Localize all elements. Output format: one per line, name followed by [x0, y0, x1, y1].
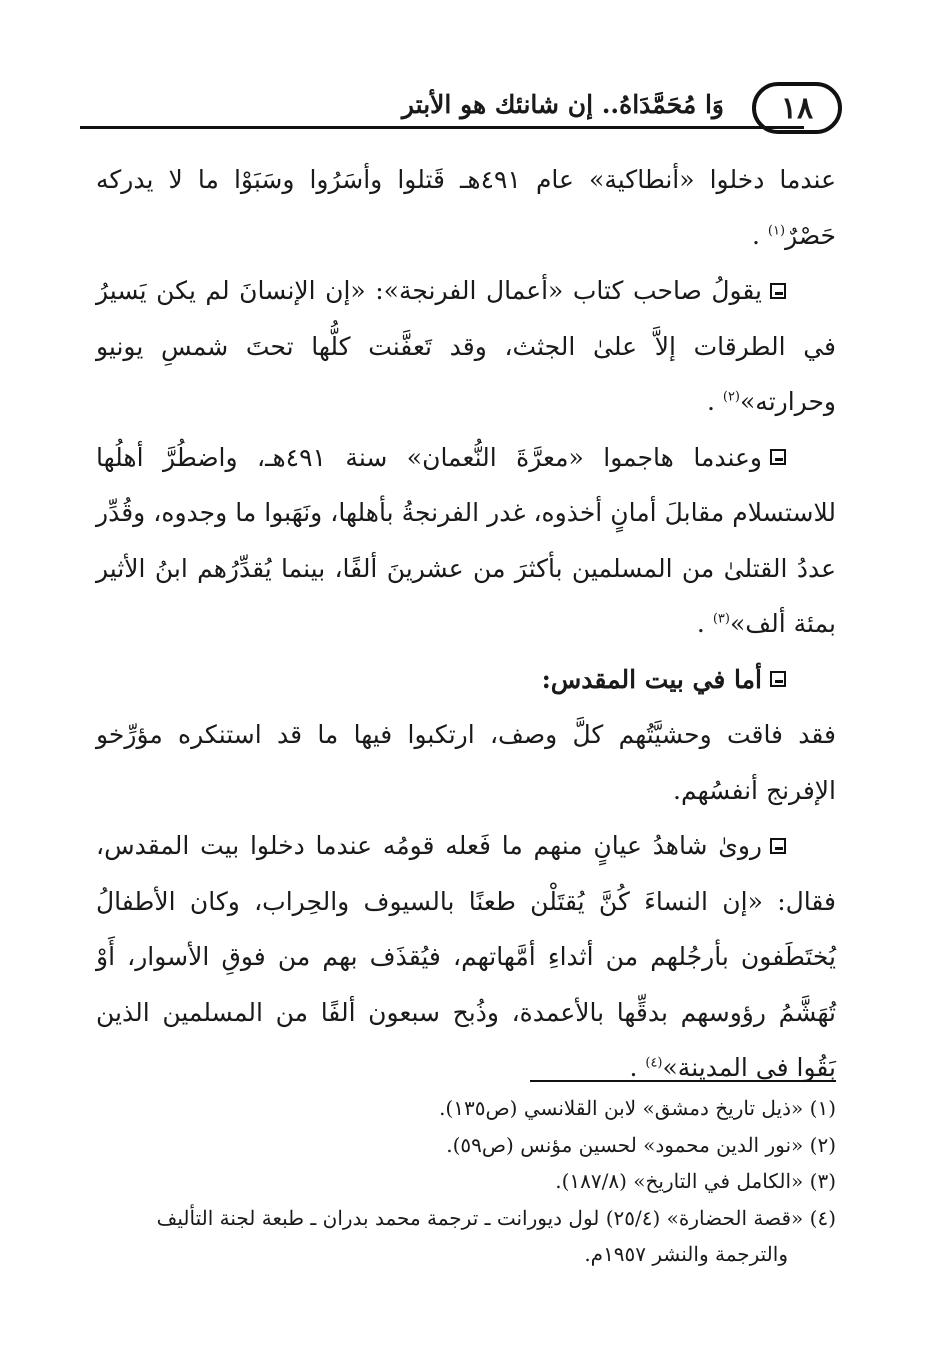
paragraph-marker-icon [770, 283, 786, 299]
paragraph-marker-icon [770, 838, 786, 854]
footnote-2 [92, 1127, 836, 1164]
paragraph-brutality [96, 707, 836, 818]
footnote-4 [92, 1200, 836, 1237]
paragraph-text: روىٰ شاهدُ عيانٍ منهم ما فَعله قومُه عندما دخلوا بيت المقدس، فقال: «إن النساءَ كُنَّ يُقتَلْن طعنًا بالسيوف والحِراب، وكان الأطفالُ يُختَطَفون بأرجُلهم من أثداءِ أمَّهاتهم، فيُقذَف بهم من فوقِ الأسوار، أَوْ تُهَشَّمُ رؤوسهم بدقِّها بالأعمدة، وذُبح سبعون ألفًا من المسلمين الذين بَقُوا في المدينة» [96, 831, 836, 1082]
footnote-4-continuation: والترجمة والنشر ١٩٥٧م. [584, 1242, 788, 1266]
footnote-ref: (٤) [645, 1055, 663, 1071]
section-heading-jerusalem [96, 652, 836, 708]
paragraph-end: . [752, 220, 768, 250]
footnote-ref: (١) [767, 223, 786, 239]
paragraph-maarat [96, 430, 836, 652]
paragraph-text: فقد فاقت وحشيَّتُهم كلَّ وصف، ارتكبوا فيها ما قد استنكره مؤرِّخو الإفرنج أنفسُهم. [96, 720, 836, 805]
section-heading-text: أما في بيت المقدس: [541, 664, 762, 694]
footnotes [92, 1090, 836, 1273]
page-header [80, 82, 842, 144]
paragraph-end: . [696, 609, 713, 638]
paragraph-antioch [96, 152, 836, 263]
paragraph-eyewitness [96, 818, 836, 1096]
footnote-text: «ذيل تاريخ دمشق» لابن القلانسي (ص١٣٥). [439, 1096, 804, 1120]
paragraph-text: يقولُ صاحب كتاب «أعمال الفرنجة»: «إن الإنسانَ لم يكن يَسيرُ في الطرقات إلاَّ علىٰ الجثث، وقد تَعفَّنت كلُّها تحتَ شمسِ يونيو وحرارته» [96, 276, 836, 416]
page-number: ١٨ [752, 82, 842, 134]
paragraph-marker-icon [770, 449, 786, 465]
footnote-ref: (٢) [722, 389, 740, 405]
footnote-number: (١) [809, 1096, 836, 1120]
paragraph-quote-gesta [96, 263, 836, 430]
footnote-text: «قصة الحضارة» (٢٥/٤) لول ديورانت ـ ترجمة محمد بدران ـ طبعة لجنة التأليف [156, 1205, 804, 1230]
footnote-number: (٤) [809, 1205, 836, 1230]
running-title: وَا مُحَمَّدَاهُ.. إن شانئك هو الأبتر [401, 90, 724, 119]
header-rule [80, 126, 804, 129]
footnote-number: (٣) [809, 1169, 836, 1193]
body-text [96, 152, 836, 1096]
paragraph-text: عندما دخلوا «أنطاكية» عام ٤٩١هـ قَتلوا وأسَرُوا وسَبَوْا ما لا يدركه حَصْرٌ [96, 165, 837, 250]
footnote-ref: (٣) [712, 611, 730, 627]
footnote-1 [92, 1090, 836, 1127]
footnote-3 [92, 1163, 836, 1200]
footnote-divider [530, 1080, 836, 1082]
paragraph-marker-icon [770, 671, 786, 687]
paragraph-end: . [629, 1053, 646, 1082]
footnote-text: «الكامل في التاريخ» (١٨٧/٨). [555, 1169, 804, 1193]
footnote-number: (٢) [809, 1132, 836, 1157]
paragraph-text: وعندما هاجموا «معرَّةَ النُّعمان» سنة ٤٩١هـ، واضطُرَّ أهلُها للاستسلام مقابلَ أمانٍ أخذوه، غدر الفرنجةُ بأهلها، ونَهَبوا ما وجدوه، وقُدِّر عددُ القتلىٰ من المسلمين بأكثرَ من عشرينَ ألفًا، بينما يُقدِّرُهم ابنُ الأثير بمئة ألف» [96, 442, 836, 638]
paragraph-end: . [706, 387, 723, 416]
footnote-text: «نور الدين محمود» لحسين مؤنس (ص٥٩). [446, 1132, 804, 1157]
